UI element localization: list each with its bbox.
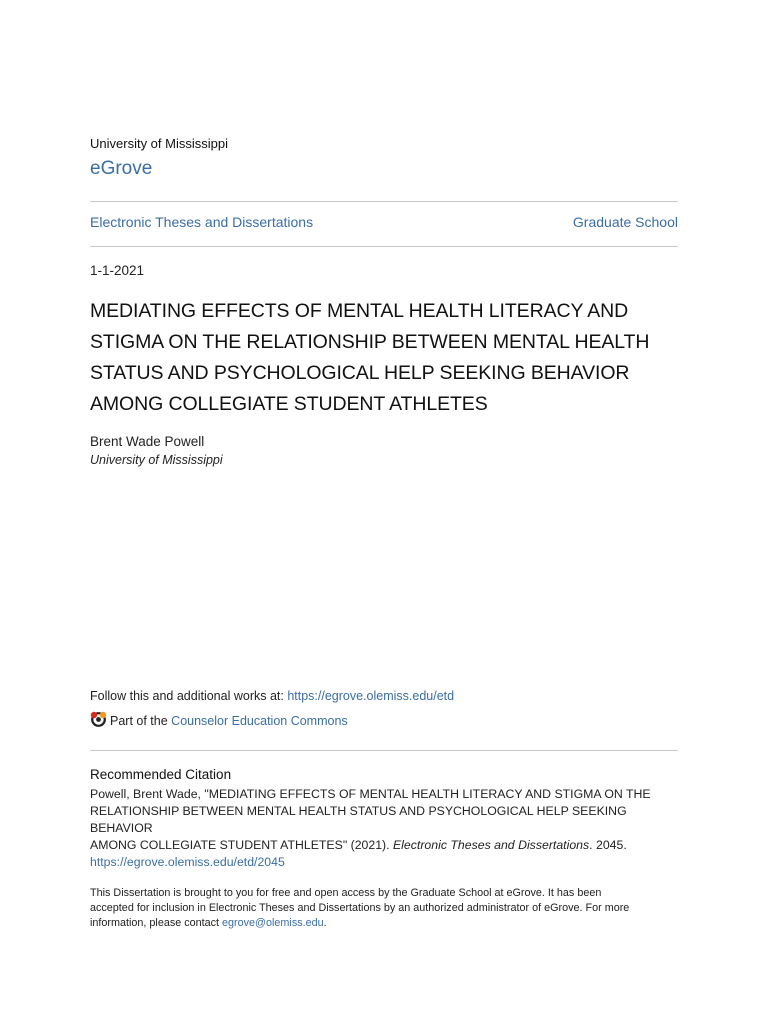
citation-url-link[interactable]: https://egrove.olemiss.edu/etd/2045 bbox=[90, 855, 285, 869]
footer-end: . bbox=[323, 917, 327, 929]
institution-name: University of Mississippi bbox=[90, 136, 228, 151]
follow-prefix: Follow this and additional works at: bbox=[90, 689, 288, 703]
author-name: Brent Wade Powell bbox=[90, 434, 205, 449]
citation-heading: Recommended Citation bbox=[90, 767, 232, 782]
divider-top bbox=[90, 201, 678, 202]
publication-date: 1-1-2021 bbox=[90, 263, 145, 278]
divider-citation bbox=[90, 750, 678, 751]
footer-line: accepted for inclusion in Electronic Theses and Dissertations by an authorized administrator of eGrove. For more bbox=[90, 902, 630, 914]
citation-journal: Electronic Theses and Dissertations bbox=[392, 838, 590, 852]
document-title bbox=[90, 296, 690, 420]
follow-line bbox=[90, 689, 454, 703]
citation-body bbox=[90, 786, 690, 871]
citation-line: Powell, Brent Wade, "MEDIATING EFFECTS OF MENTAL HEALTH LITERACY AND STIGMA ON THE bbox=[90, 787, 651, 801]
contact-email-link[interactable]: egrove@olemiss.edu bbox=[222, 917, 324, 929]
citation-line-text: AMONG COLLEGIATE STUDENT ATHLETES" (2021). bbox=[90, 838, 393, 852]
title-line: AMONG COLLEGIATE STUDENT ATHLETES bbox=[90, 393, 488, 415]
divider-nav bbox=[90, 246, 678, 247]
partof-prefix: Part of the bbox=[110, 714, 168, 728]
citation-line: RELATIONSHIP BETWEEN MENTAL HEALTH STATUS AND PSYCHOLOGICAL HELP SEEKING BEHAVIOR bbox=[90, 804, 627, 835]
footer-line bbox=[90, 916, 690, 931]
footer-line: This Dissertation is brought to you for free and open access by the Graduate School at eGrove. It has been bbox=[90, 887, 602, 899]
footer-line-text: information, please contact bbox=[90, 917, 223, 929]
citation-line bbox=[90, 837, 690, 854]
collection-link[interactable]: Electronic Theses and Dissertations bbox=[90, 214, 314, 230]
footer-notice bbox=[90, 886, 690, 931]
citation-line bbox=[90, 854, 690, 871]
commons-link[interactable]: Counselor Education Commons bbox=[171, 714, 348, 728]
title-line: STATUS AND PSYCHOLOGICAL HELP SEEKING BEHAVIOR bbox=[90, 362, 630, 384]
network-commons-icon bbox=[90, 711, 110, 731]
part-of-line bbox=[90, 711, 348, 731]
follow-url-link[interactable]: https://egrove.olemiss.edu/etd bbox=[287, 689, 455, 703]
school-link[interactable]: Graduate School bbox=[572, 214, 678, 230]
repository-link[interactable]: eGrove bbox=[90, 158, 153, 179]
citation-suffix: . 2045. bbox=[589, 838, 627, 852]
title-line: STIGMA ON THE RELATIONSHIP BETWEEN MENTAL HEALTH bbox=[90, 331, 650, 353]
title-line: MEDIATING EFFECTS OF MENTAL HEALTH LITERACY AND bbox=[90, 300, 629, 322]
author-affiliation: University of Mississippi bbox=[90, 453, 223, 467]
